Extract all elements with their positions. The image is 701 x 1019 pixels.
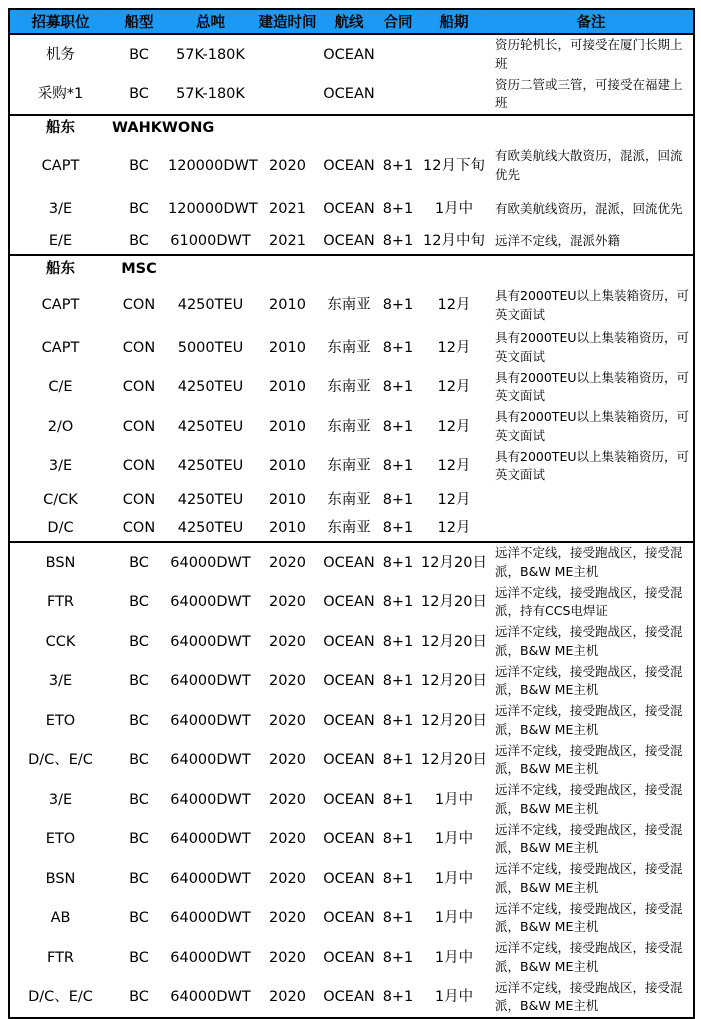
cell-remark: 远洋不定线，接受跑战区，接受混派，B&W ME主机: [495, 861, 683, 895]
cell-route: 东南亚: [327, 339, 371, 356]
cell-route: OCEAN: [323, 594, 375, 611]
cell-tonnage: 120000DWT: [168, 201, 258, 218]
cell-route: 东南亚: [327, 297, 371, 314]
cell-ship_type: BC: [129, 752, 149, 769]
cell-schedule: 12月20日: [421, 752, 487, 769]
cell-contract: 8+1: [382, 458, 414, 475]
cell-schedule: [419, 75, 489, 116]
cell-position: BSN: [45, 554, 76, 571]
table-row: [9, 899, 694, 939]
cell-route: OCEAN: [323, 870, 375, 887]
cell-route: OCEAN: [323, 752, 375, 769]
cell-route: OCEAN: [323, 633, 375, 650]
cell-tonnage: 4250TEU: [177, 492, 244, 509]
cell-remark: 远洋不定线，接受跑战区，接受混派，B&W ME主机: [495, 663, 683, 698]
table-row: [9, 622, 694, 662]
cell-contract: [377, 75, 419, 116]
table-row: [9, 780, 694, 820]
cell-tonnage: 64000DWT: [170, 791, 251, 808]
cell-schedule: 1月中: [434, 870, 474, 887]
cell-route: 东南亚: [327, 492, 371, 509]
cell-remark: [489, 486, 694, 515]
cell-position: 3/E: [48, 673, 73, 690]
cell-position: CCK: [45, 633, 76, 650]
cell-built: 2020: [269, 989, 306, 1006]
cell-built: 2010: [269, 492, 306, 509]
cell-schedule: 12月20日: [421, 673, 487, 690]
cell-position: C/CK: [43, 492, 78, 509]
header-cell-tonnage: 总吨: [167, 9, 254, 34]
cell-route: OCEAN: [323, 46, 375, 63]
cell-remark: 资历二管或三管，可接受在福建上班: [495, 76, 683, 111]
table-row: [9, 228, 694, 255]
table-row: [9, 407, 694, 447]
owner-name: WAHKWONG: [112, 120, 215, 137]
cell-contract: 8+1: [382, 297, 414, 314]
table-header-row: [9, 9, 694, 34]
cell-route: OCEAN: [323, 554, 375, 571]
cell-remark: 远洋不定线，接受跑战区，接受混派，B&W ME主机: [495, 900, 683, 935]
cell-remark: 有欧美航线大散资历，混派，回流优先: [495, 148, 683, 182]
cell-tonnage: 120000DWT: [168, 157, 258, 174]
cell-tonnage: 64000DWT: [170, 870, 251, 887]
cell-route: OCEAN: [323, 910, 375, 927]
cell-route: OCEAN: [323, 201, 375, 218]
cell-route: OCEAN: [323, 673, 375, 690]
cell-built: 2020: [269, 157, 306, 174]
cell-built: 2010: [269, 297, 306, 314]
cell-remark: 具有2000TEU以上集装箱资历，可英文面试: [495, 287, 689, 322]
cell-schedule: [419, 34, 489, 75]
table-row: [9, 662, 694, 702]
cell-built: 2020: [269, 633, 306, 650]
cell-schedule: 1月中: [434, 910, 474, 927]
cell-built: 2020: [269, 752, 306, 769]
cell-contract: 8+1: [382, 554, 414, 571]
cell-ship_type: BC: [129, 870, 149, 887]
cell-route: OCEAN: [323, 791, 375, 808]
table-row: [9, 486, 694, 515]
cell-position: ETO: [45, 712, 76, 729]
cell-ship_type: BC: [129, 989, 149, 1006]
cell-ship_type: BC: [129, 673, 149, 690]
cell-schedule: 12月: [437, 492, 471, 509]
cell-schedule: 12月: [437, 519, 471, 536]
cell-remark: 远洋不定线，混派外籍: [495, 232, 621, 248]
cell-built: [254, 75, 321, 116]
cell-remark: 远洋不定线，接受跑战区，接受混派，B&W ME主机: [495, 979, 683, 1014]
cell-schedule: 12月中旬: [423, 232, 485, 249]
owner-row-filler: [167, 255, 694, 283]
cell-remark: 具有2000TEU以上集装箱资历，可英文面试: [495, 409, 689, 443]
cell-remark: 有欧美航线资历，混派，回流优先: [495, 201, 683, 217]
header-cell-remark: 备注: [489, 9, 694, 34]
table-row: [9, 978, 694, 1019]
cell-tonnage: 64000DWT: [170, 752, 251, 769]
cell-position: BSN: [45, 870, 76, 887]
cell-contract: [377, 34, 419, 75]
cell-tonnage: 61000DWT: [170, 232, 251, 249]
cell-position: FTR: [46, 949, 75, 966]
header-cell-position: 招募职位: [9, 9, 111, 34]
cell-remark: 具有2000TEU以上集装箱资历，可英文面试: [495, 448, 689, 483]
cell-ship_type: CON: [122, 339, 156, 356]
header-cell-schedule: 船期: [419, 9, 489, 34]
cell-tonnage: 64000DWT: [170, 989, 251, 1006]
cell-contract: 8+1: [382, 201, 414, 218]
table-row: [9, 447, 694, 487]
cell-contract: 8+1: [382, 339, 414, 356]
cell-position: 3/E: [48, 458, 73, 475]
cell-remark: 远洋不定线，接受跑战区，接受混派，B&W ME主机: [495, 821, 683, 856]
cell-ship_type: BC: [129, 157, 149, 174]
cell-contract: 8+1: [382, 673, 414, 690]
cell-built: 2020: [269, 673, 306, 690]
cell-ship_type: BC: [129, 232, 149, 249]
cell-schedule: 12月: [437, 297, 471, 314]
cell-tonnage: 4250TEU: [177, 297, 244, 314]
cell-contract: 8+1: [382, 519, 414, 536]
cell-remark: 远洋不定线，接受跑战区，接受混派，B&W ME主机: [495, 703, 683, 737]
cell-tonnage: 57K-180K: [176, 46, 245, 63]
table-row: [9, 859, 694, 899]
cell-position: FTR: [46, 594, 75, 611]
owner-row: [9, 255, 694, 283]
cell-position: 3/E: [48, 201, 73, 218]
cell-ship_type: CON: [122, 458, 156, 475]
cell-contract: 8+1: [382, 870, 414, 887]
cell-built: 2021: [269, 232, 306, 249]
table-row: [9, 583, 694, 623]
header-cell-ship_type: 船型: [111, 9, 167, 34]
cell-contract: 8+1: [382, 989, 414, 1006]
cell-position: 3/E: [48, 791, 73, 808]
cell-position: D/C、E/C: [28, 989, 93, 1006]
cell-position: AB: [50, 910, 71, 927]
cell-position: D/C: [47, 519, 74, 536]
cell-built: 2010: [269, 458, 306, 475]
cell-schedule: 12月: [437, 339, 471, 356]
cell-ship_type: BC: [129, 712, 149, 729]
header-cell-contract: 合同: [377, 9, 419, 34]
header-cell-route: 航线: [321, 9, 377, 34]
cell-route: OCEAN: [323, 157, 375, 174]
cell-remark: 远洋不定线，接受跑战区，接受混派，B&W ME主机: [495, 545, 683, 579]
cell-ship_type: BC: [129, 910, 149, 927]
cell-ship_type: BC: [129, 949, 149, 966]
cell-remark: [489, 515, 694, 542]
cell-remark: 资历轮机长，可接受在厦门长期上班: [495, 37, 683, 71]
table-row: [9, 701, 694, 741]
cell-schedule: 1月中: [434, 831, 474, 848]
cell-tonnage: 4250TEU: [177, 379, 244, 396]
cell-contract: 8+1: [382, 910, 414, 927]
cell-tonnage: 5000TEU: [177, 339, 244, 356]
cell-schedule: 1月中: [434, 201, 474, 218]
cell-contract: 8+1: [382, 594, 414, 611]
cell-tonnage: 64000DWT: [170, 554, 251, 571]
cell-ship_type: BC: [129, 46, 149, 63]
cell-ship_type: BC: [129, 831, 149, 848]
cell-schedule: 12月: [437, 379, 471, 396]
cell-route: OCEAN: [323, 712, 375, 729]
cell-contract: 8+1: [382, 379, 414, 396]
cell-built: 2020: [269, 910, 306, 927]
table-row: [9, 283, 694, 328]
cell-route: 东南亚: [327, 379, 371, 396]
owner-label: 船东: [46, 120, 75, 137]
cell-built: 2010: [269, 339, 306, 356]
cell-schedule: 12月20日: [421, 554, 487, 571]
cell-remark: 远洋不定线，接受跑战区，接受混派，B&W ME主机: [495, 782, 683, 816]
cell-ship_type: BC: [129, 594, 149, 611]
cell-ship_type: CON: [122, 519, 156, 536]
cell-remark: 远洋不定线，接受跑战区，接受混派，持有CCS电焊证: [495, 584, 683, 619]
cell-schedule: 1月中: [434, 949, 474, 966]
cell-route: OCEAN: [323, 989, 375, 1006]
table-row: [9, 368, 694, 408]
table-row: [9, 34, 694, 75]
cell-ship_type: CON: [122, 379, 156, 396]
cell-route: OCEAN: [323, 232, 375, 249]
cell-schedule: 1月中: [434, 791, 474, 808]
cell-contract: 8+1: [382, 791, 414, 808]
cell-built: 2020: [269, 554, 306, 571]
cell-tonnage: 64000DWT: [170, 910, 251, 927]
recruitment-table: [8, 8, 695, 1019]
cell-remark: 远洋不定线，接受跑战区，接受混派，B&W ME主机: [495, 742, 683, 777]
cell-contract: 8+1: [382, 157, 414, 174]
table-row: [9, 75, 694, 116]
cell-built: 2021: [269, 201, 306, 218]
cell-remark: 具有2000TEU以上集装箱资历，可英文面试: [495, 330, 689, 364]
cell-position: C/E: [48, 379, 73, 396]
cell-built: 2020: [269, 594, 306, 611]
cell-built: 2020: [269, 870, 306, 887]
cell-schedule: 12月20日: [421, 633, 487, 650]
table-row: [9, 820, 694, 860]
cell-position: CAPT: [41, 157, 80, 174]
cell-ship_type: CON: [122, 492, 156, 509]
cell-route: 东南亚: [327, 418, 371, 435]
cell-position: 机务: [46, 46, 75, 63]
cell-position: 采购*1: [37, 86, 84, 103]
cell-schedule: 12月: [437, 418, 471, 435]
owner-row-filler: [167, 115, 694, 141]
cell-contract: 8+1: [382, 633, 414, 650]
cell-tonnage: 4250TEU: [177, 458, 244, 475]
cell-schedule: 12月下旬: [423, 157, 485, 174]
cell-route: 东南亚: [327, 458, 371, 475]
cell-ship_type: BC: [129, 86, 149, 103]
cell-tonnage: 64000DWT: [170, 673, 251, 690]
table-row: [9, 141, 694, 191]
cell-ship_type: CON: [122, 418, 156, 435]
cell-schedule: 1月中: [434, 989, 474, 1006]
cell-built: 2020: [269, 831, 306, 848]
cell-ship_type: BC: [129, 201, 149, 218]
cell-remark: 具有2000TEU以上集装箱资历，可英文面试: [495, 369, 689, 404]
cell-built: 2020: [269, 791, 306, 808]
cell-ship_type: BC: [129, 554, 149, 571]
cell-tonnage: 64000DWT: [170, 949, 251, 966]
cell-remark: 远洋不定线，接受跑战区，接受混派，B&W ME主机: [495, 940, 683, 974]
cell-route: OCEAN: [323, 86, 375, 103]
cell-contract: 8+1: [382, 949, 414, 966]
table-row: [9, 741, 694, 781]
cell-tonnage: 64000DWT: [170, 633, 251, 650]
cell-contract: 8+1: [382, 831, 414, 848]
cell-built: 2020: [269, 949, 306, 966]
table-row: [9, 328, 694, 368]
cell-tonnage: 4250TEU: [177, 519, 244, 536]
table-row: [9, 515, 694, 542]
cell-built: [254, 34, 321, 75]
cell-tonnage: 64000DWT: [170, 594, 251, 611]
table-body: [9, 34, 694, 1018]
cell-position: CAPT: [41, 297, 80, 314]
cell-contract: 8+1: [382, 418, 414, 435]
owner-row: [9, 115, 694, 141]
cell-route: OCEAN: [323, 949, 375, 966]
cell-ship_type: BC: [129, 633, 149, 650]
cell-tonnage: 64000DWT: [170, 831, 251, 848]
cell-tonnage: 64000DWT: [170, 712, 251, 729]
cell-position: 2/O: [47, 418, 74, 435]
cell-built: 2010: [269, 418, 306, 435]
header-cell-built: 建造时间: [254, 9, 321, 34]
cell-schedule: 12月20日: [421, 594, 487, 611]
cell-contract: 8+1: [382, 752, 414, 769]
cell-built: 2010: [269, 379, 306, 396]
owner-label: 船东: [46, 261, 75, 278]
cell-tonnage: 4250TEU: [177, 418, 244, 435]
cell-position: D/C、E/C: [28, 752, 93, 769]
table-row: [9, 542, 694, 583]
cell-position: CAPT: [41, 339, 80, 356]
cell-contract: 8+1: [382, 712, 414, 729]
cell-contract: 8+1: [382, 492, 414, 509]
cell-position: E/E: [48, 232, 73, 249]
table-row: [9, 938, 694, 978]
cell-ship_type: CON: [122, 297, 156, 314]
cell-route: OCEAN: [323, 831, 375, 848]
cell-built: 2020: [269, 712, 306, 729]
table-row: [9, 191, 694, 228]
cell-route: 东南亚: [327, 519, 371, 536]
cell-schedule: 12月20日: [421, 712, 487, 729]
cell-ship_type: BC: [129, 791, 149, 808]
cell-contract: 8+1: [382, 232, 414, 249]
cell-tonnage: 57K-180K: [176, 86, 245, 103]
cell-position: ETO: [45, 831, 76, 848]
cell-built: 2010: [269, 519, 306, 536]
owner-name: MSC: [121, 261, 157, 278]
cell-remark: 远洋不定线，接受跑战区，接受混派，B&W ME主机: [495, 624, 683, 658]
cell-schedule: 12月: [437, 458, 471, 475]
